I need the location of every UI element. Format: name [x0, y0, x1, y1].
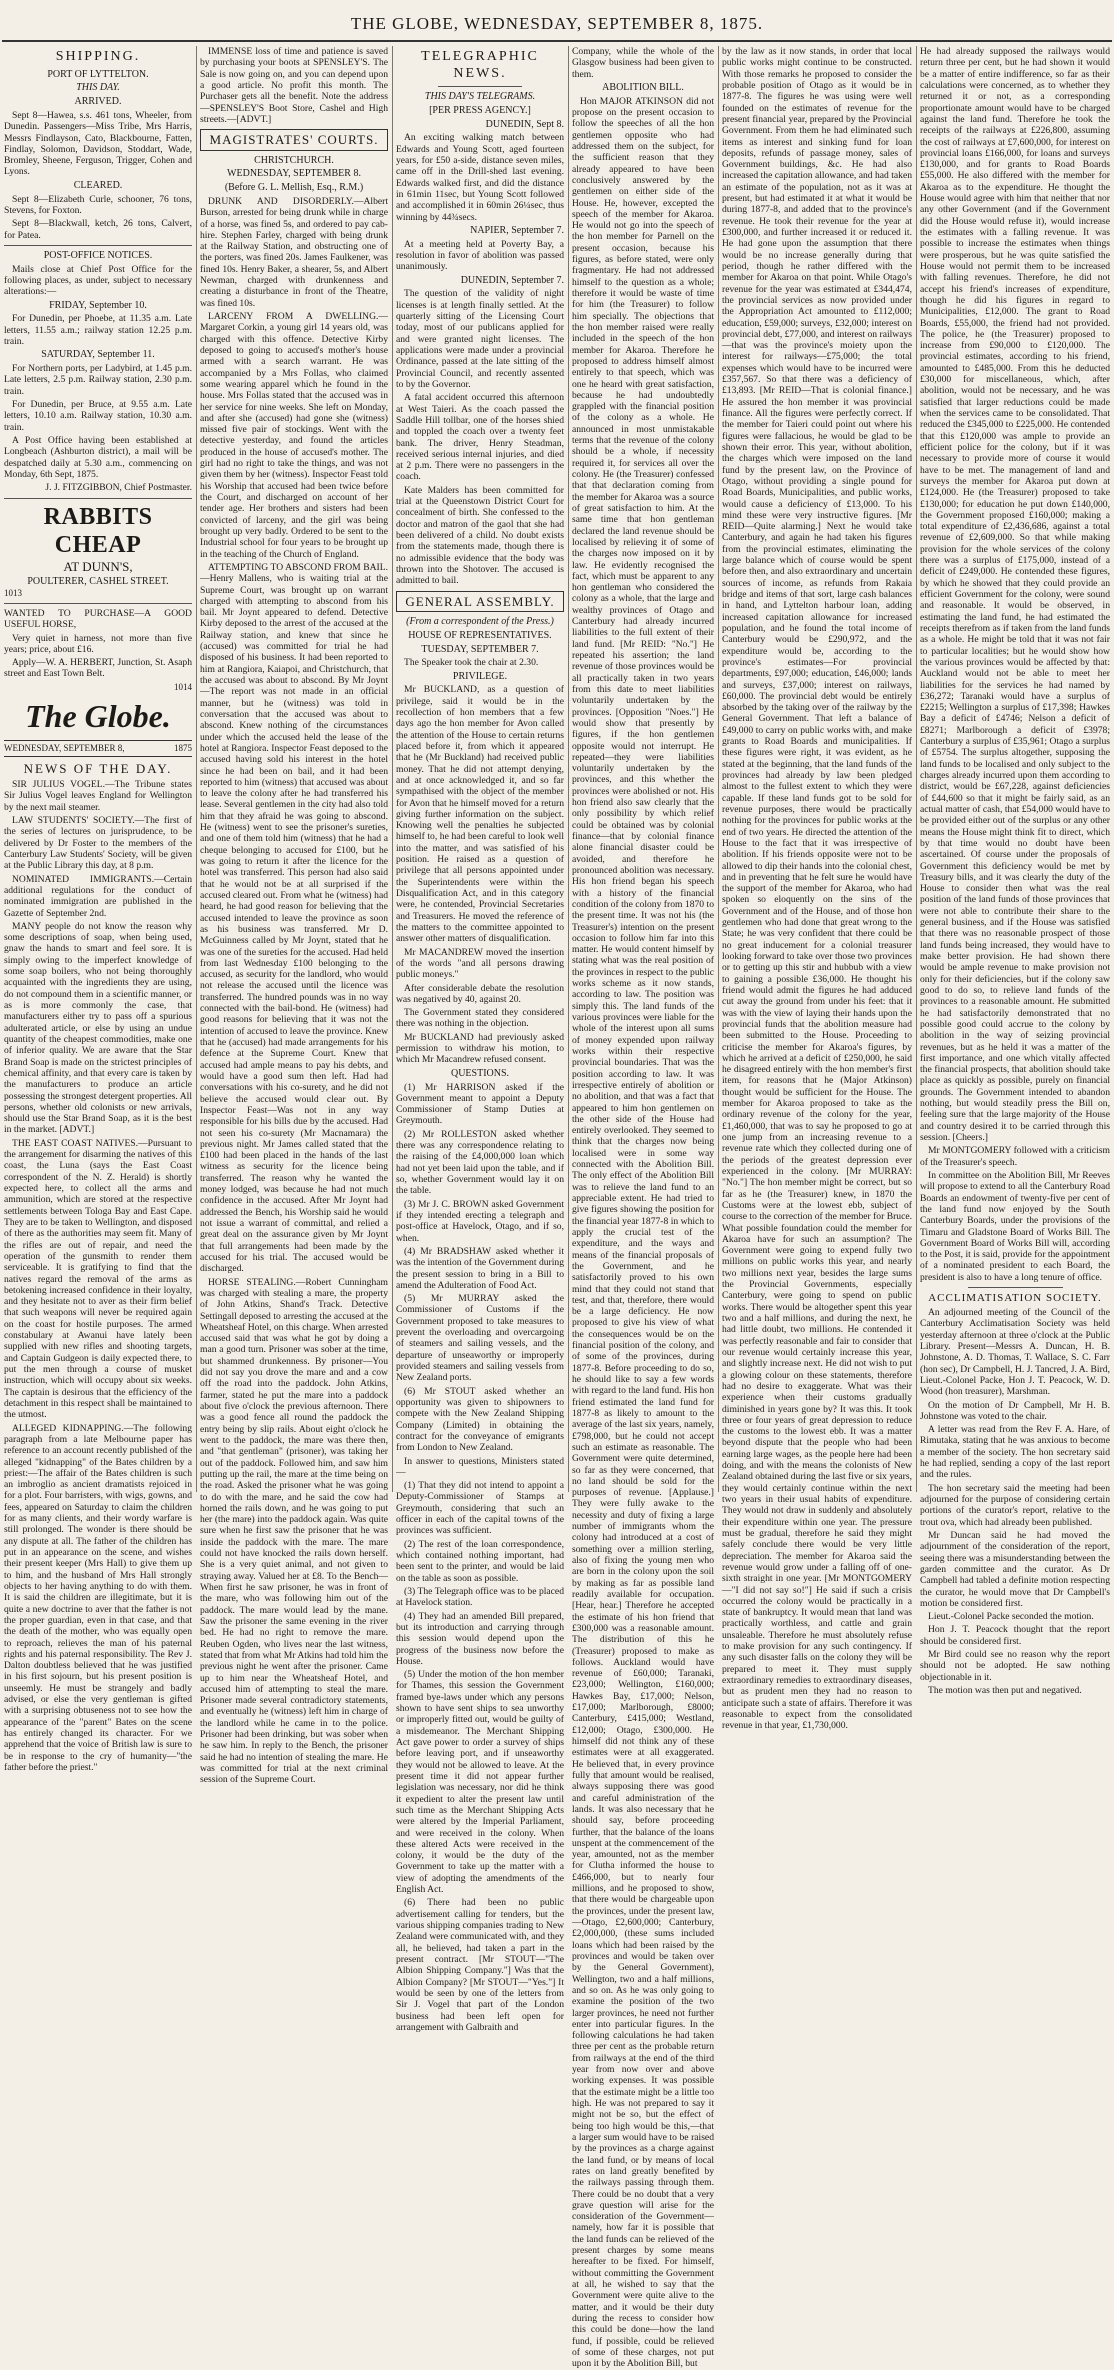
divider [4, 603, 192, 604]
questions-heading: QUESTIONS. [450, 1067, 510, 1079]
cleared-heading: CLEARED. [73, 179, 123, 191]
abolition-text: Hon MAJOR ATKINSON did not propose on the present occasion to follow the speeches of all the hon gentlemen opposite who had addressed them on the subject, for the sufficient reason that they already appeared to have been conclusively answered by the gentlemen on either side of the House. He, however, excepted the speech of the member for Akaroa. He would not go into the speech of the hon member for Parnell on the present occasion, because his figures, as before stated, were only fragmentary. He had not addressed himself to the question as a whole; therefore it would be waste of time for him (the Treasurer) to follow him specially. The objections that the hon member raised were really included in the speech of the hon member for Akaroa. Therefore he proposed to address himself almost entirely to that speech, which was one he heard with great satisfaction, because he had undoubtedly grappled with the financial position of the colony as a whole. He announced in most unmistakable terms that the revenue of the colony should be a whole, if necessity required it, for services all over the colony. He (the Treasurer) confessed that that declaration coming from the member for Akaroa was a source of great satisfaction to him. At the same time that hon gentleman declared the land revenue should be localised by relieving it of some of the charges now imposed on it by law. He evidently recognised the fact, which must be apparent to any hon gentleman who considered the colony as a whole, that the large and wealthy provinces of Otago and Canterbury had already incurred liabilities to the full extent of their land fund. [Mr REID: "No."] He repeated his assertion; the land revenue of those provinces would be all practically taken in two years from this date to meet liabilities voluntarily undertaken by the provinces. [Opposition "Noes."] He would show that presently by figures, if the hon gentlemen opposite would not interrupt. He repeated—they were liabilities voluntarily undertaken by the provinces, and this whether the provinces were abolished or not. His hon friend also saw clearly that the only possibility by which relief could be obtained was by colonial finance—that by colonial finance alone financial disaster could be avoided, and therefore he pronounced abolition was necessary. His hon friend began his speech with a history of the financial condition of the colony from 1870 to the present time. It was not his (the Treasurer's) intention on the present occasion to follow him far into this matter. He would content himself by stating what was the real position of the provinces in respect to the public works scheme as it now stands, according to law. The position was simply this. The land funds of the various provinces were liable for the whole of the interest upon all sums of money expended upon railway works within their respective provincial boundaries. That was the position according to law. It was irrespective entirely of abolition or no abolition, and that was a fact that appeared to him hon gentlemen on the other side of the House had entirely overlooked. They seemed to think that the charges now being localised were in some way connected with the Abolition Bill. The only effect of the Abolition Bill was to relieve the land fund to an appreciable extent. He had tried to give figures showing the position for the financial year 1877-8 in which to apply the crucial test of the expenditure, and the ways and means of the financial proposals of the Government, and he satisfactorily proved to his own mind that they could not stand that test, and that, therefore, there would be a large deficiency. He now proposed to give his view of what the consequences would be on the financial position of the colony, and of some of the provinces, during 1877-8. Before proceeding to do so, he should like to say a few words with regard to the land fund. His hon friend estimated the land fund for 1877-8 as likely to amount to the average of the last six years, namely, £798,000, but he could not accept such an estimate as reasonable. The Government were quite determined, so far as they were concerned, that no land should be sold for the purposes of revenue. [Applause.] They were fully awake to the necessity and duty of fixing a large number of immigrants whom the colony had introduced at a cost of something over a million sterling, also of fixing the young men who are born in the colony upon the soil by making as far as possible land readily available for occupation. [Hear, hear.] Therefore he accepted the estimate of his hon friend that £300,000 was a reasonable amount. The distribution of this he (Treasurer) proposed to make as follows. Auckland would have revenue of £60,000; Taranaki, £23,000; Wellington, £160,000; Hawkes Bay, £17,000; Nelson, £17,000; Marlborough, £8000; Canterbury, £415,000; Westland, £12,000; Otago, £300,000. He himself did not think any of these estimates were at all exaggerated. He believed that, in every province fully that amount would be realised, always supposing there was good and careful administration of the lands. It was also necessary that he should say, before proceeding further, that the balance of the loans unspent at the commencement of the year, amounted, not as the member for Clutha informed the house to £466,000, but to nearly four millions, and he proposed to show, that there would be chargeable upon the provinces, under the present law,—Otago, £2,600,000; Canterbury, £2,000,000, (these sums included loans which had been raised by the provinces and would be taken over by the General Government), Wellington, two and a half millions, and so on. As he was only going to examine the position of the two larger provinces, he need not further enter into particular figures. In the following calculations he had taken three per cent as the probable return from railways at the end of the third year from now over and above working expenses. It was possible that the estimate might be a little too high. He was not prepared to say it might not be so, but the effect of being too high would be this,—that a larger sum would have to be raised by the provinces as a charge against the land fund, or by means of local rates on land greatly benefited by the railways passing through them. There could be no doubt that a very grave question will arise for the consideration of the Government—namely, how far it is possible that the land funds can be relieved of the present charges by some means hereafter to be fixed. For himself, without committing the Government at all, he wished to say that the Government were quite alive to the matter, and it would be their duty during the recess to consider how this could be done—how the land fund, if possible, could be relieved of some of these charges, not put upon it by the Abolition Bill, but [572, 95, 714, 2370]
continued-text: by the law as it now stands, in order that local public works might continue to be constructed. With those remarks he proposed to consider the probable position of Otago as it would be in 1877-8. The figures he was using were well founded on the estimates of revenue for the present financial year, prepared by the Provincial Government. From them he had eliminated such items as interest and sinking fund for loan deposits, refunds of passage money, sales of Government buildings, &c. He had also increased the capitation allowance, and had taken an estimate of the population, not as it was at present, but had estimated it at what it would be during 1877-8, and added that to the province's revenue. He took their revenue for the year at £300,000, and further increased it or reduced it. He had gone upon the assumption that there would be no increase generally during that period, though he rather differed with the member for Akaroa on that point. While Otago's revenue for the year was estimated at £344,474, the provincial services as now provided under the Appropriation Act amounted to £112,000; education, £59,000; surveys, £32,000; interest on provincial debt, £77,000, and interest on railways—that was the province's moiety upon the interest for railways—£75,000; the total expenses which would have to be incurred were £357,567. So that there was a deficiency of £13,893. [Mr REID—That is colonial finance.] He assured the hon member it was provincial finance. All the figures were perfectly correct. If the member for Taieri could point out where his figures were fallacious, he would be glad to be shown their error. This year, without abolition, the charges which were imposed on the land fund by the present law, on the Province of Otago, without providing a single pound for Road Boards, Municipalities, and public works, would cause a deficiency of £13,000. To his mind these were very instructive figures. [Mr REID—Quite alarming.] Next he would take Canterbury, and again he had taken his figures from the provincial estimates, eliminating the large balance which of course would be spent before then, and also extraordinary and uncertain sources of income, as refunds from Rakaia bridge and items of that sort, large cash balances in hand, and Lyttelton harbour loan, adding increased capitation allowance for increased population, and he found the total income of Canterbury would be £290,972, and the expenditure would be, according to the province's estimates—For provincial departments, £97,000; education, £46,000; lands and surveys, £37,000; interest on railways, £60,000. The provincial debt would be entirely absorbed by the taking over of the railway by the General Government. That left a balance of £49,000 to carry on public works with, and make grants to Road Boards and municipalities. If these figures were right, it was evident, as he stated at the beginning, that the land funds of the provinces had already by law been pledged almost to the fullest extent to which they were capable. If these land funds got to be sold for revenue purposes, there would be practically nothing for the provinces for public works at the end of two years. He directed the attention of the House to the fact that it was irrespective of abolition. If his friends opposite were not to be allowed to dip their hands into the colonial chest, and in preventing that he felt sure he would have the support of the member for Akaroa, who had spoken so eloquently on the sins of the Government and of the House, and of those hon gentlemen who had done that great wrong to the State; he was very confident that there could be no great inducement for a colonial treasurer looking forward to take over those two provinces or to getting up this stir and hubbub with a view to gaining a possible £36,000. He thought his friend would admit the figures he had adduced cut away the ground from under his feet: that it was with the view of laying their hands upon the provincial funds that the abolition measure had been submitted to the House. Proceeding to criticise the member for Akaroa's figures, by which he arrived at a deficit of £250,000, he said he disagreed entirely with the hon member's first item, for reasons that he (Major Atkinson) thought would be sufficient for the House. The member for Akaroa proposed to take as the ordinary revenue of the colony for the year, £1,460,000, that was to say he proposed to go at one jump from an increasing revenue to a revenue rate which they collected during one of the periods of the greatest depression ever experienced in the colony. [Mr MURRAY: "No."] The hon member might be correct, but so far as he (the Treasurer) knew, in 1870 the Customs were at the lowest ebb, subject of course to the correction of the member for Bruce. What possible foundation could the member for Akaroa have for such an assumption? The Government were going to expend fully two millions on public works this year, and nearly two millions next year, besides the large sums the Provincial Governments, especially Canterbury, were going to spend on public works. There would be altogether spent this year two and a half millions, and during the next, he had little doubt, two millions. He contended it was perfectly reasonable and fair to consider that our revenue would certainly increase this year, and slightly increase next. He did not wish to put a glowing colour on these statements, therefore had no desire to exaggerate. What was their experience when their customs gradually diminished in years gone by? It was this. It took three or four years of great depression to reduce the customs to the lowest ebb. It was a matter beyond dispute that the people who had been earning large wages, as the people here had been doing, and with the means the colonists of New Zealand obtained during the last five or six years, they would certainly continue within the next two years in their usual habits of expenditure. They would not draw in suddenly and absolutely their expenditure within one year. The pressure must be gradual, therefore he said they might safely conclude there would be very little depreciation. The member for Akaroa said the revenue would grow under a falling off of one-sixth straight in one year. [Mr MONTGOMERY—"I did not say so!"] He said if such a crisis occurred the colony would be practically in a state of bankruptcy. It would mean that land was practically worthless, and cattle and grain unsaleable. Therefore he must absolutely refuse to make provision for any such contingency. If any such disaster falls on the colony they will be prepared to meet it. They must supply extraordinary remedies to extraordinary diseases, but as prudent men they had no reason to anticipate such a state of affairs. Therefore it was reasonable to expect from the consolidated revenue in that year, £1,730,000. [722, 46, 912, 1732]
column-6 [916, 46, 1114, 1697]
wanted-ad-title: WANTED TO PURCHASE—A GOOD USEFUL HORSE, [4, 607, 192, 631]
news-item: MANY people do not know the reason why some descriptions of soap, when being used, gnaw the hands to smart and feel sore. It is simply owing to the imperfect knowledge of some soap boilers, who not being thoroughly acquainted with the ingredients they are using, do not compound them in a scientific manner, or as is more commonly the case, that manufacturers either try to pass off a spurious adulterated article, or else by using an undue quantity of the cheapest commodities, make one of inferior quality. We are aware that the Star Brand Soap is made on the strictest principles of chemical affinity, and that every care is taken by the manufacturers to produce an article possessing the strongest detergent properties. All persons, whether old colonists or new arrivals, should use the Star Brand Soap, as it is the best in the market. [ADVT.] [4, 920, 192, 1136]
magistrates-heading: MAGISTRATES' COURTS. [200, 129, 388, 150]
news-item: THE EAST COAST NATIVES.—Pursuant to the arrangement for disarming the natives of this coast, the Luna (says the East Coast correspondent of the N. Z. Herald) is shortly expected here, to collect all the arms and ammunition, which are stored at the respective settlements between Tologa Bay and East Cape. They are to be taken to Wellington, and disposed of there as the authorities may seem fit. Many of the rifles are out of repair, and need the operation of the gunsmith to render them serviceable. It is gratifying to find that the natives regard the removal of the arms as betokening increased confidence in their loyalty, and they hesitate not to aver as their firm belief that such weapons will never be required again on the coast for hostile purposes. The armed constabulary at Awanui have lately been supplied with new rifles and shooting targets, and Captain Gudgeon is daily expected there, to put the men through a course of musket instruction, which will occupy about six weeks. The captain is desirous that the efficiency of the detachment in this respect shall be maintained to the utmost. [4, 1137, 192, 1421]
friday-text: For Dunedin, per Phoebe, at 11.35 a.m. Late letters, 11.55 a.m.; railway station 12.25 p.m. train. [4, 313, 192, 347]
arrived-text: Sept 8—Hawea, s.s. 461 tons, Wheeler, from Dunedin. Passengers—Miss Tribe, Mrs Harris, Messrs Findlayson, Cato, Blackbourne, Fatten, Findlay, Solomon, Davidson, Stoddart, Wade, Bromley, Sheene, Ferguson, Trigger, Cohen and Lyons. [4, 109, 192, 178]
dateline-date: WEDNESDAY, SEPTEMBER 8, [4, 743, 125, 754]
society-text: A letter was read from the Rev F. A. Hare, of Rimutaka, stating that he was anxious to become a member of the society. The hon secretary said he had replied, sending a copy of the last report and the rules. [920, 1424, 1110, 1481]
globe-title: The Globe. [25, 698, 171, 735]
cleared-text: Sept 8—Blackwall, ketch, 26 tons, Calvert, for Patea. [4, 218, 192, 241]
answer-text: (4) They had an amended Bill prepared, but its introduction and carrying through this session would depend upon the progress of the business now before the House. [396, 1610, 564, 1667]
postmaster-signature: J. J. FITZGIBBON, Chief Postmaster. [45, 482, 192, 494]
press-agency: [PER PRESS AGENCY.] [429, 104, 531, 116]
court-report: ATTEMPTING TO ABSCOND FROM BAIL.—Henry Mallens, who is waiting trial at the Supreme Court, was brought up on warrant charged with attempting to abscond from his bail. Mr Joynt appeared to defend. Detective Kirby deposed to the arrest of the accused at the Railway station, and knew that since he (accused) was committed for trial he had disposed of his business. It had been reported to him at Rangiora, Kaiapoi, and Christchurch, that the accused was about to abscond. By Mr Joynt—The report was not made in an official manner, but he (witness) was told in conversation that the accused was about to abscond. Knew nothing of the circumstances under which the accused held the lease of the hotel at Rangiora. Inspector Feast deposed to the accused having sold his interest in the hotel since he had been on bail, and it had been reported to him (witness) that accused was about to leave the colony after he had transferred his lease. Several gentlemen in the city had also told him that they afraid he was going to abscond. He (witness) went to see the prisoner's sureties, and one of them told him (witness) that he had a cheque belonging to accused for £100, but he was going to return it after the licence for the hotel was transferred. This person had also said that he would not be at all surprised if the accused cleared out. From what he (witness) had heard, he had good reason for believing that the accused intended to leave the province as soon as his business was transferred. Mr D. McGuinness called by Mr Joynt, stated that he was one of the sureties for the accused. Had held from last Wednesday £100 belonging to the accused, as security for the landlord, who would not release the accused until the licence was transferred. The hundred pounds was in no way connected with the bail-bond. He (witness) had good reasons for believing that it was not the intention of accused to leave the province. Knew that he (accused) had made arrangements for his defence at the Supreme Court. Knew that accused had ample means to pay his debts, and would have a good sum then left. Had had conversations with his co-surety, and he did not believe the accused would clear out. By Inspector Feast—Was not in any way responsible for his bills due by the accused. Had not seen his co-surety (Mr Macnamara) the previous night. Mr James called stated that the £100 had been placed in the hands of the last witness as security for the licence being transferred. The reason why he wanted the money lodged, was because he had not much confidence in the accused. After Mr Joynt had addressed the Bench, his Worship said he would not issue a warrant of committal, and relied a great deal on the assurance given by Mr Joynt that full arrangements had been made by the accused for his trial. The accused would be discharged. [200, 561, 388, 1275]
answer-text: (1) That they did not intend to appoint a Deputy-Commissioner of Stamps at Greymouth, considering that such an officer in each of the capital towns of the provinces was sufficient. [396, 1480, 564, 1537]
assembly-text: Mr BUCKLAND had previously asked permission to withdraw his motion, to which Mr Macandrew refused consent. [396, 1031, 564, 1066]
continued-text: Company, while the whole of the Glasgow business had been given to them. [572, 46, 714, 80]
society-text: Mr Duncan said he had moved the adjournment of the consideration of the report, seeing there was a misunderstanding between the garden committee and the curator. As Dr Campbell had tabled a definite motion respecting the curator, he would move that Dr Campbell's motion be considered first. [920, 1529, 1110, 1609]
answers-intro: In answer to questions, Ministers stated— [396, 1455, 564, 1478]
telegraphic-heading: TELEGRAPHIC NEWS. [421, 49, 539, 81]
court-report: HORSE STEALING.—Robert Cunningham was charged with stealing a mare, the property of John Atkins, Shand's Track. Detective Settingall deposed to arresting the accused at the Wheatsheaf Hotel, on this charge. When arrested accused said that was what he got by doing a man a good turn. Prisoner was sober at the time, but shammed drunkenness. By prisoner—You did not say you drove the mare and and a cow off the road into the paddock. John Atkins, farmer, stated he put the mare into a paddock about five o'clock the previous afternoon. There was a good fence all round the paddock the entry being by slip rails. About eight o'clock he went to the paddock, the mare was there then, and "that gentleman" (prisoner), was taking her out of the paddock. Followed him, and saw him putting up the rail, the mare at the time being on the road. Asked the prisoner what he was going to do with the mare, and he said the cow had horned the rails down, and he was going to put her (the mare) into the paddock again. Was quite sure when he first saw the prisoner that he was inside the paddock with the mare. The mare could not have knocked the rails down herself. She is a very quiet animal, and not given to straying away. Valued her at £8. To the Bench—When first he saw prisoner, he was in front of the mare, who was following him out of the paddock. The mare would lead by the mane. Saw the prisoner the same evening in the river bed. He had no right to remove the mare. Reuben Ogden, who lives near the last witness, stated that from what Mr Atkins had told him the previous night he went after the prisoner. Came up to him near the Wheatsheaf Hotel, and accused him of attempting to steal the mare. Prisoner made several contradictory statements, and eventually he (witness) left him in charge of the landlord while he came in to the police. Prisoner had been drinking, but was sober when he saw him. In reply to the Bench, the prisoner said he had no intention of stealing the mare. He was committed for trial at the next criminal session of the Supreme Court. [200, 1276, 388, 1786]
society-text: Mr Bird could see no reason why the report should not be adopted. He saw nothing objectionable in it. [920, 1649, 1110, 1683]
assembly-text: Mr MACANDREW moved the insertion of the words "and all persons drawing public moneys." [396, 946, 564, 981]
rabbits-ad-address: POULTERER, CASHEL STREET. [27, 576, 169, 588]
news-item: NOMINATED IMMIGRANTS.—Certain additional regulations for the conduct of nominated immigration are published in the Gazette of September 2nd. [4, 873, 192, 919]
christchurch-heading: CHRISTCHURCH. [254, 154, 334, 166]
column-1 [0, 46, 196, 1773]
assembly-text: The Government stated they considered there was nothing in the objection. [396, 1007, 564, 1030]
acclimatisation-heading: ACCLIMATISATION SOCIETY. [928, 1292, 1102, 1305]
question-text: (5) Mr MURRAY asked the Commissioner of Customs if the Government proposed to take measures to prevent the overloading and overcargoing of steamers and sailing vessels, and the departure of unseaworthy or improperly provided steamers and sailing vessels from New Zealand ports. [396, 1293, 564, 1384]
society-text: The motion was then put and negatived. [928, 1685, 1082, 1697]
answer-text: (6) There had been no public advertisement calling for tenders, but the various shipping companies trading to New Zealand were communicated with, and they all, he believed, had taken a part in the present contract. [Mr STOUT—"The Albion Shipping Company."] Was that the Albion Company? [Mr STOUT—"Yes."] It would be seen by one of the letters from Sir J. Vogel that part of the London business had been left open for arrangement with Galbraith and [396, 1897, 564, 2033]
wanted-ad-text: Very quiet in harness, not more than five years; price, about £16. [4, 632, 192, 655]
telegram-text: A fatal accident occurred this afternoon at West Taieri. As the coach passed the Saddle Hill tollbar, one of the horses shied and toppled the coach over a twenty feet bank. The driver, Henry Steadman, received serious internal injuries, and died at 2 p.m. There were no passengers in the coach. [396, 392, 564, 483]
court-date: WEDNESDAY, SEPTEMBER 8. [227, 168, 361, 180]
society-text: On the motion of Dr Campbell, Mr H. B. Johnstone was voted to the chair. [920, 1399, 1110, 1422]
news-item: ALLEGED KIDNAPPING.—The following paragraph from a late Melbourne paper has reference to an account recently published of the alleged "kidnapping" of the Bates children by a priest:—The affair of the Bates children is such an imbroglio as ancient dramatists rejoiced in for a plot. Four barristers, with wigs, gowns, and fees, appeared on Saturday to claim the children for as many clients, and their wordy warfare is still prolonged. The wonder is there should be any dispute at all. The father of the children has put in an appearance on the scene, and wishes their present keeper (Mrs Hall) to give them up to him, and the husband of Mrs Hall strongly objects to her having anything to do with them. It is said the children are illegitimate, but it is quite a new doctrine to aver that the father is not the proper guardian, even in that case, and that the death of the mother, who was equally open to reproach, relieves the man of his paternal rights and his paternal responsibility. The Rev J. Dalton doubtless believed that he was justified in his first sojourn, but his present position is unseemly. He must be strangely and badly advised, or else the very gentleman is gifted with a surprising obtuseness not to see how the appearance of the "parent" Bates on the scene has entirely changed its character. For we apprehend that the voice of British law is sure to be in response to the cry of humanity—"the father before the priest." [4, 1422, 192, 1773]
divider [438, 86, 522, 87]
news-item: SIR JULIUS VOGEL.—The Tribune states Sir Julius Vogel leaves England for Wellington by the next mail steamer. [4, 779, 192, 813]
court-before: (Before G. L. Mellish, Esq., R.M.) [224, 182, 364, 194]
this-day-heading: THIS DAY. [76, 82, 120, 94]
assembly-text: Mr BUCKLAND, as a question of privilege, said it would be in the recollection of hon members that a few days ago the hon member for Avon called the attention of the House to certain returns placed before it, from which it appeared that he (Mr Buckland) had received public money. That he did not attempt denying, and at once acknowledged it, and so far sympathised with the object of the member for Avon that he himself moved for a return giving further information on the subject. Knowing well the penalties he subjected himself to, he had been careful to look well into the matter, and was satisfied of his position. He raised as a question of privilege that all persons appointed under the Superintendents were within the Disqualification Act, and in this category were, he contended, Provincial Secretaries and Treasurers. He moved the reference of the matters to the committee appointed to answer other matters of disqualification. [396, 684, 564, 945]
telegrams-subheading: THIS DAY'S TELEGRAMS. [424, 91, 536, 103]
news-heading: NEWS OF THE DAY. [23, 760, 173, 776]
assembly-subheading: (From a correspondent of the Press.) [406, 615, 554, 627]
arrived-heading: ARRIVED. [74, 96, 122, 108]
assembly-text: After considerable debate the resolution was negatived by 40, against 20. [396, 982, 564, 1005]
house-date: TUESDAY, SEPTEMBER 7. [421, 643, 539, 655]
wanted-ad-apply: Apply—W. A. HERBERT, Junction, St. Asaph street and East Town Belt. [4, 657, 192, 680]
answer-text: (3) The Telegraph office was to be placed at Havelock station. [396, 1585, 564, 1609]
abolition-heading: ABOLITION BILL. [602, 81, 684, 93]
society-text: Hon J. T. Peacock thought that the report should be considered first. [920, 1624, 1110, 1647]
dateline-year: 1875 [174, 743, 192, 754]
dateline [4, 740, 192, 757]
masthead-title: THE GLOBE, WEDNESDAY, SEPTEMBER 8, 1875. [350, 14, 764, 33]
rabbits-ad-subtitle: AT DUNN'S, [63, 559, 133, 575]
dateline-napier: NAPIER, September 7. [470, 224, 564, 236]
question-text: (2) Mr ROLLESTON asked whether there was any correspondence relating to the raising of the £4,000,000 loan which had not yet been laid upon the table, and if so, whether Government would lay it on the table. [396, 1128, 564, 1197]
article-text: Mr MONTGOMERY followed with a criticism of the Treasurer's speech. [920, 1145, 1110, 1168]
friday-heading: FRIDAY, September 10. [49, 299, 147, 311]
question-text: (3) Mr J. C. BROWN asked Government if they intended erecting a telegraph and post-office at Havelock, Otago, and if so, when. [396, 1198, 564, 1244]
saturday-text: For Northern ports, per Ladybird, at 1.45 p.m. Late letters, 2.5 p.m. Railway station, 2.30 p.m. train. [4, 363, 192, 397]
post-office-text: Mails close at Chief Post Office for the following places, as under, subject to necessary alterations:— [4, 263, 192, 298]
dateline-dunedin: DUNEDIN, September 7. [460, 274, 564, 286]
column-5 [718, 46, 916, 1732]
court-report: LARCENY FROM A DWELLING.—Margaret Corkin, a young girl 14 years old, was charged with this offence. Detective Kirby deposed to going to accused's mother's house armed with a search warrant. He was accompanied by a Mrs Follas, who claimed some wearing apparel which he found in the house. Mrs Follas stated that the accused was in her service for nine weeks. She left on Monday, and after she (accused) had gone she (witness) missed five pair of stockings. Went with the detective yesterday, and found the articles produced in the house of accused's mother. The girl had no right to take the things, and was not given them by her (witness). Inspector Feast told his Worship that accused had been twice before the Court, and discharged on account of her tender age. Her brothers and sisters had been convicted of larceny, and the girl was being brought up very badly. Ordered to be sent to the Industrial school for four years to be brought up in the teaching of the Church of England. [200, 311, 388, 560]
column-3 [392, 46, 568, 2033]
divider [968, 1287, 1063, 1288]
ad-number: 1014 [174, 681, 192, 692]
masthead-rule [2, 40, 1112, 42]
house-speaker: The Speaker took the chair at 2.30. [404, 657, 539, 669]
saturday-heading: SATURDAY, September 11. [41, 349, 155, 361]
rabbits-ad-title: RABBITS CHEAP [43, 503, 153, 558]
answer-text: (5) Under the motion of the hon member for Thames, this session the Government framed bye-laws under which any persons shown to have sent ships to sea unworthy or improperly fitted out, would be guilty of a misdemeanor. The Merchant Shipping Act gave power to order a survey of ships before leaving port, and if unseaworthy they would not be allowed to leave. At the present time it did not appear further legislation was necessary, nor did he think it expedient to alter the present law until such time as the Merchant Shipping Acts were altered by the Imperial Parliament, and were received in the colony. When these altered Acts were received in the colony, it would be the duty of the Government to take up the matter with a view of adopting the amendments of the English Act. [396, 1669, 564, 1896]
telegram-text: An exciting walking match between Edwards and Young Scott, aged fourteen years, for £50 a-side, distance seven miles, came off in the Drill-shed last evening. Edwards walked first, and did the distance in 61min 11sec, but Young Scott followed and accomplished it in 60min 26¼sec, thus winning by 44¾secs. [396, 132, 564, 223]
post-office-text: A Post Office having been established at Longbeach (Ashburton district), a mail will be despatched daily at 5.30 a.m., commencing on Monday, 6th Sept, 1875. [4, 434, 192, 480]
ad-number: 1013 [4, 588, 22, 599]
answer-text: (2) The rest of the loan correspondence, which contained nothing important, had been sent to the printer, and would be laid on the table as soon as possible. [396, 1538, 564, 1584]
masthead [0, 14, 1114, 34]
question-text: (1) Mr HARRISON asked if the Government meant to appoint a Deputy Commissioner of Stamp Duties at Greymouth. [396, 1081, 564, 1127]
shipping-heading: SHIPPING. [55, 49, 141, 64]
telegram-text: The question of the validity of night licenses is at length finally settled. At the quarterly sitting of the Licensing Court today, most of our publicans applied for and were granted night licenses. The applications were made under a provincial Ordinance, passed at the late sitting of the Provincial Council, and recently assented to by the Governor. [396, 288, 564, 390]
question-text: (6) Mr STOUT asked whether an opportunity was given to shipowners to compete with the New Zealand Shipping Company (Limited) in obtaining the contract for the conveyance of emigrants from London to New Zealand. [396, 1385, 564, 1454]
dateline-dunedin: DUNEDIN, Sept 8. [485, 118, 564, 130]
post-office-heading: POST-OFFICE NOTICES. [43, 249, 153, 261]
assembly-heading: GENERAL ASSEMBLY. [396, 591, 564, 612]
column-2 [196, 46, 392, 1786]
boots-advertisement: IMMENSE loss of time and patience is saved by purchasing your boots at SPENSLEY'S. The Sale is now going on, and you can depend upon a good article. No profit this month. The Purchaser gets all the benefit. Note the address—SPENSLEY'S Boot Store, Cashel and High streets.—[ADVT.] [200, 46, 388, 125]
house-heading: HOUSE OF REPRESENTATIVES. [408, 629, 552, 641]
news-item: LAW STUDENTS' SOCIETY.—The first of the series of lectures on jurisprudence, to be delivered by Dr Foster to the members of the Canterbury Law Students' Society, will be given at the Public Library this day, at 8 p.m. [4, 815, 192, 872]
port-heading: PORT OF LYTTELTON. [47, 68, 149, 80]
cleared-text: Sept 8—Elizabeth Curle, schooner, 76 tons, Stevens, for Foxton. [4, 193, 192, 216]
society-text: The hon secretary said the meeting had been adjourned for the purpose of considering certain portions of the curator's report, relative to the trout ova, which had already been published. [920, 1482, 1110, 1528]
court-report: DRUNK AND DISORDERLY.—Albert Burson, arrested for being drunk while in charge of a horse, was fined 5s, and ordered to pay cab-hire. Stephen Farley, charged with being drunk at the Railway Station, and obstructing one of the porters, was fined 20s. James Faulkener, was fined 10s. Henry Baker, a shearer, 5s, and Albert Newman, charged with drunkenness and creating a disturbance in front of the Theatre, was fined 10s. [200, 195, 388, 309]
column-4 [568, 46, 718, 2370]
saturday-text: For Dunedin, per Bruce, at 9.55 a.m. Late letters, 10.10 a.m. Railway station, 10.30 a.m. train. [4, 399, 192, 433]
article-text: In committee on the Abolition Bill, Mr Reeves will propose to extend to all the Canterbury Road Boards an endowment of twenty-five per cent of the land fund now enjoyed by the South Canterbury Boards, under the provisions of the Timaru and Gladstone Board of Works Bill. The Government Board of Works Bill will, according to the Post, it is said, provide for the appointment of a nominated president to each Board, the president is also to have a long tenure of office. [920, 1169, 1110, 1283]
question-text: (4) Mr BRADSHAW asked whether it was the intention of the Government during the present session to bring in a Bill to amend the Adulteration of Food Act. [396, 1245, 564, 1291]
divider [4, 498, 192, 499]
divider [4, 245, 192, 246]
society-text: An adjourned meeting of the Council of the Canterbury Acclimatisation Society was held yesterday afternoon at three o'clock at the Public Library. Present—Messrs A. Duncan, H. B. Johnstone, A. D. Thomas, T. Wallace, S. C. Farr (hon sec), Dr Campbell, H. J. Tancred, J. A. Bird, Lieut.-Colonel Packe, Hon J. T. Peacock, W. D. Wood (hon treasurer), Marshman. [920, 1307, 1110, 1398]
privilege-heading: PRIVILEGE. [452, 670, 508, 682]
continued-text: He had already supposed the railways would return three per cent, but he had shown it would be a matter of entire indifference, so far as their calculations were concerned, as to whether they returned it or not, as a corresponding proportionate amount would have to be charged against the land fund. Therefore he took the receipts of the railways at £226,800, assuming the cost of railways at £7,600,000, for interest on provincial loans £166,000, for loans and surveys £130,000, and for grants to Road Boards £55,000. He also differed with the member for Akaroa as to the expenditure. He thought the House would agree with him that neither that nor any other Government (and if the Government did the House would refuse it), would increase the estimates with a falling revenue. It was possible to increase the estimates when things were prosperous, but he was quite satisfied the House would not permit them to be increased with falling revenues. Therefore, he did not accept his friend's increases of expenditure, though he did his figures in regard to Municipalities, £12,000. The grant to Road Boards, £55,000, the friend had not provided. The police, he (the Treasurer) proposed to increase from £90,000 to £120,000. The provincial estimates, according to his friend, amounted to £485,000. From this he deducted £30,000 for miscellaneous, which, after abolition, would not be necessary, and he was satisfied that larger reductions could be made when the services came to be consolidated. That reduced the £345,000 to £225,000. He contended that this £120,000 was ample to provide an efficient police for the colony, but if it was necessary to provide more of course it would have to be met. The management of land and surveys the member for Akaroa put down at £124,000. He (the Treasurer) proposed to take £130,000; for education he put down £140,000, the Government proposed £160,000; making a total expenditure of £2,436,686, against a total revenue of £2,609,000. So that while making provision for the whole services of the colony there was a surplus of £175,000, instead of a deficit of £249,000. He contended these figures, by which he showed that they could provide an efficient Government for the colony, were sound and reasonable. It would be observed, in estimating the land fund, he had estimated the receipts therefrom as if taken from the land funds as a whole. He might be told that it was not fair to particular localities; but he would show how the various provinces would be affected by that: Auckland would not be able to meet her liabilities for the services he had named by £36,272; Taranaki would have a surplus of £2215; Wellington a surplus of £17,398; Hawkes Bay a deficit of £4746; Nelson a deficit of £8271; Marlborough a deficit of £3978; Canterbury a surplus of £35,961; Otago a surplus of £5754. The surplus altogether, supposing the land funds to be localised and only subject to the charges already incurred upon them according to district, would be £67,228, against deficiencies of £44,600 so that it might be fairly said, as an actual matter of cash, that £54,000 would have to be provided either out of the surplus or any other means the House might think fit to direct, which by that time would no doubt have been ascertained. Of course under the proposals of Government this deficiency would be met by Treasury bills, and it was clearly the duty of the House to consider then what was the real position of the land funds of those provinces that were not able to contribute their share to the general business, and if the House was satisfied that there was no reasonable prospect of those land funds being increased, they would have to make better provision. He had shown there would be ample revenue to make provision not only for their deficiencies, but if the colony saw good to do so, to relieve land funds of the provinces to a reasonable amount. He submitted he had satisfactorily demonstrated that no possible good could accrue to the colony by abolition in the way of seizing provincial revenues, but as he held it was a matter of the first importance, and one which vitally affected the financial prospects, that abolition should take place as quickly as possible, purely on financial grounds. The Government intended to abandon nothing, but would steadily press the Bill on, feeling sure that the large majority of the House and country desired it to be carried through this session. [Cheers.] [920, 46, 1110, 1143]
telegram-text: At a meeting held at Poverty Bay, a resolution in favor of abolition was passed unanimously. [396, 238, 564, 273]
society-text: Lieut.-Colonel Packe seconded the motion. [928, 1611, 1094, 1623]
telegram-text: Kate Malders has been committed for trial at the Queenstown District Court for concealment of birth. She confessed to the doctor and matron of the gaol that she had been delivered of a child. No doubt exists from the statements made, though there is no admissible evidence that the body was thrown into the Shotover. The accused is admitted to bail. [396, 484, 564, 587]
